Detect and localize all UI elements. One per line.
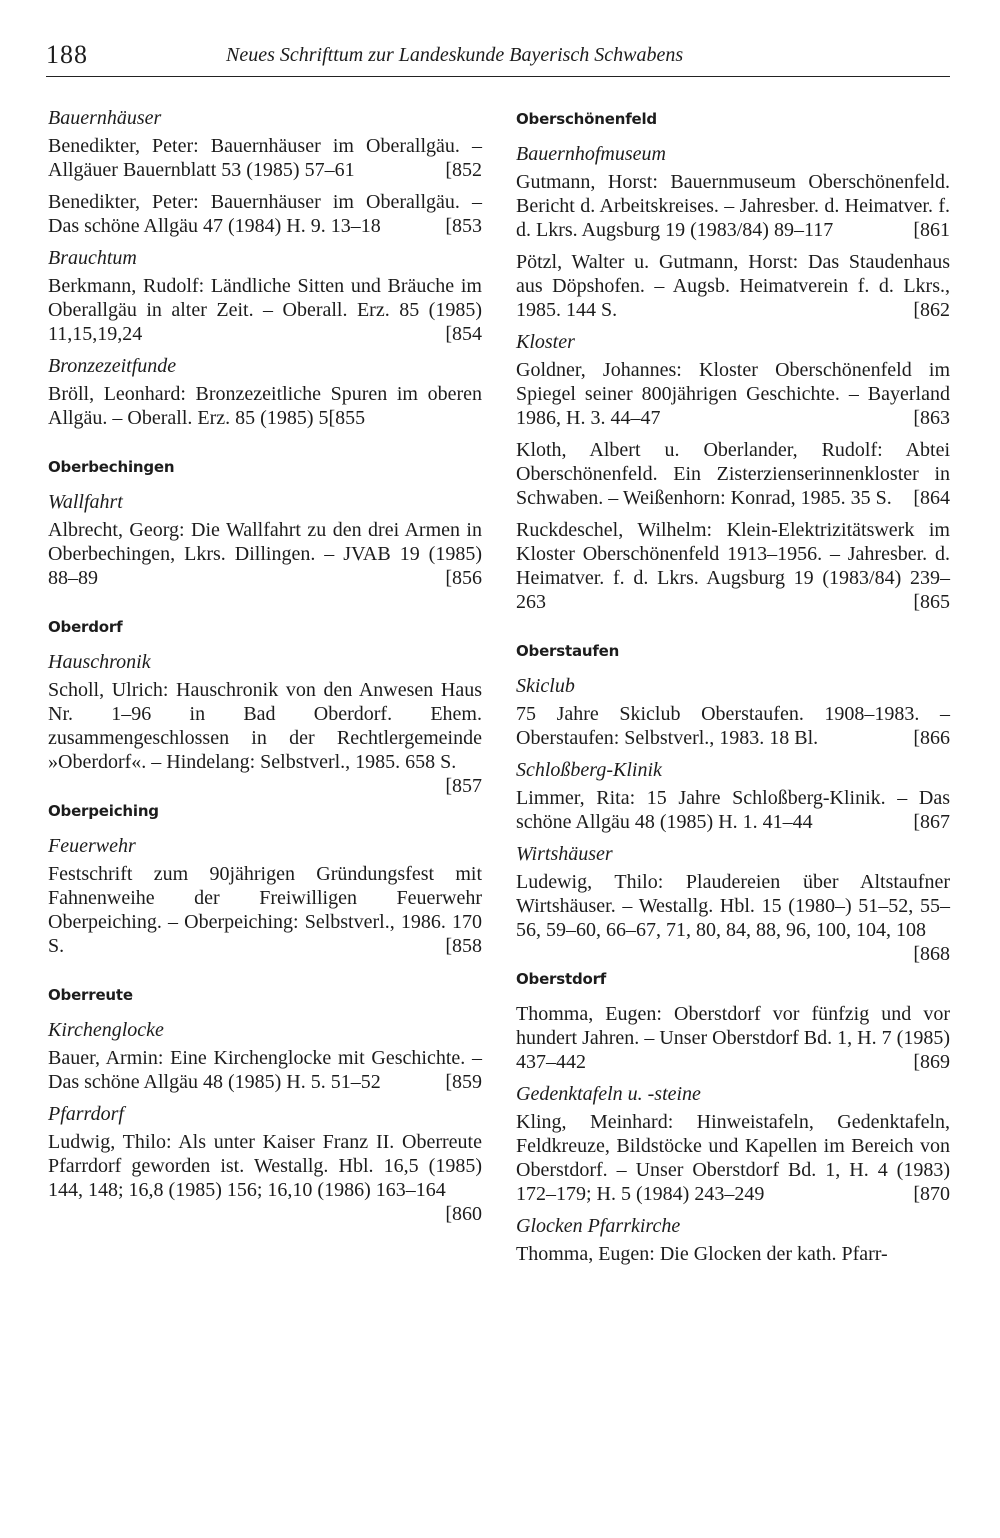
place-heading: Oberbechingen xyxy=(48,458,175,476)
bibliography-entry xyxy=(516,786,950,834)
topic-heading: Brauchtum xyxy=(48,247,137,269)
entry-number: [864 xyxy=(913,487,950,509)
entry-number: [866 xyxy=(913,727,950,749)
entry-number: [854 xyxy=(445,323,482,345)
entry-number: [862 xyxy=(913,299,950,321)
entry-number: [868 xyxy=(913,943,950,965)
topic-heading: Hauschronik xyxy=(48,651,151,673)
place-heading: Oberreute xyxy=(48,986,133,1004)
entry-number: [858 xyxy=(445,935,482,957)
bibliography-entry xyxy=(516,1002,950,1074)
topic-heading: Schloßberg-Klinik xyxy=(516,759,662,781)
topic-heading: Pfarrdorf xyxy=(48,1103,124,1125)
topic-heading: Bauernhofmuseum xyxy=(516,143,666,165)
entry-text: Thomma, Eugen: Die Glocken der kath. Pfarr- xyxy=(516,1243,888,1265)
bibliography-entry xyxy=(48,518,482,590)
bibliography-entry xyxy=(48,1046,482,1094)
bibliography-entry xyxy=(516,702,950,750)
topic-heading: Skiclub xyxy=(516,675,575,697)
entry-text: Thomma, Eugen: Oberstdorf vor fünfzig und vor hundert Jahren. – Unser Oberstdorf Bd. 1, H. 7 (1985) 437–442 xyxy=(516,1003,950,1073)
entry-text: Ludwig, Thilo: Als unter Kaiser Franz II. Oberreute Pfarrdorf geworden ist. Westallg. Hbl. 16,5 (1985) 144, 148; 16,8 (1985) 156; 16,10 (1986) 163–164 xyxy=(48,1131,482,1201)
entry-number: [861 xyxy=(913,219,950,241)
entry-text: Bröll, Leonhard: Bronzezeitliche Spuren im oberen Allgäu. – Oberall. Erz. 85 (1985) 5 xyxy=(48,383,482,429)
right-column xyxy=(516,100,950,1274)
entry-text: Berkmann, Rudolf: Ländliche Sitten und Bräuche im Oberallgäu in alter Zeit. – Oberall. Erz. 85 (1985) 11,15,19,24 xyxy=(48,275,482,345)
entry-text: Scholl, Ulrich: Hauschronik von den Anwesen Haus Nr. 1–96 in Bad Oberdorf. Ehem. zusammengeschlossen in der Rechtlergemeinde »Oberdorf«. – Hindelang: Selbstverl., 1985. 658 S. xyxy=(48,679,482,773)
entry-text: Pötzl, Walter u. Gutmann, Horst: Das Staudenhaus aus Döpshofen. – Augsb. Heimatverein f. d. Lkrs., 1985. 144 S. xyxy=(516,251,950,321)
entry-text: Kloth, Albert u. Oberlander, Rudolf: Abtei Oberschönenfeld. Ein Zisterzienserinnenkloster in Schwaben. – Weißenhorn: Konrad, 1985. 35 S. xyxy=(516,439,950,509)
bibliography-entry xyxy=(516,170,950,242)
bibliography-entry xyxy=(48,274,482,346)
place-heading: Oberstaufen xyxy=(516,642,620,660)
topic-heading: Feuerwehr xyxy=(48,835,136,857)
entry-text: Ludewig, Thilo: Plaudereien über Altstaufner Wirtshäuser. – Westallg. Hbl. 15 (1980–) 51–52, 55–56, 59–60, 66–67, 71, 80, 84, 88, 96, 100, 104, 108 xyxy=(516,871,950,941)
entry-number: [853 xyxy=(445,215,482,237)
topic-heading: Wallfahrt xyxy=(48,491,123,513)
bibliography-entry xyxy=(48,862,482,958)
entry-number: [863 xyxy=(913,407,950,429)
bibliography-entry xyxy=(516,250,950,322)
entry-number: [852 xyxy=(445,159,482,181)
entry-number: [855 xyxy=(328,407,366,429)
entry-number: [859 xyxy=(445,1071,482,1093)
bibliography-entry xyxy=(48,1130,482,1225)
entry-text: 75 Jahre Skiclub Oberstaufen. 1908–1983. – Oberstaufen: Selbstverl., 1983. 18 Bl. xyxy=(516,703,950,749)
entry-text: Bauer, Armin: Eine Kirchenglocke mit Geschichte. – Das schöne Allgäu 48 (1985) H. 5. 51–52 xyxy=(48,1047,482,1093)
topic-heading: Glocken Pfarrkirche xyxy=(516,1215,681,1237)
topic-heading: Bauernhäuser xyxy=(48,107,162,129)
page-number: 188 xyxy=(46,40,88,69)
bibliography-entry xyxy=(48,678,482,797)
place-heading: Oberpeiching xyxy=(48,802,159,820)
bibliography-entry xyxy=(48,382,482,430)
bibliography-entry xyxy=(48,190,482,238)
topic-heading: Kirchenglocke xyxy=(48,1019,164,1041)
entry-number: [870 xyxy=(913,1183,950,1205)
place-heading: Oberdorf xyxy=(48,618,123,636)
bibliography-entry xyxy=(516,438,950,510)
entry-number: [857 xyxy=(445,775,482,797)
entry-number: [865 xyxy=(913,591,950,613)
entry-text: Goldner, Johannes: Kloster Oberschönenfeld im Spiegel seiner 800jährigen Geschichte. – Bayerland 1986, H. 3. 44–47 xyxy=(516,359,950,429)
place-heading: Oberschönenfeld xyxy=(516,110,657,128)
entry-text: Benedikter, Peter: Bauernhäuser im Oberallgäu. – Das schöne Allgäu 47 (1984) H. 9. 13–18 xyxy=(48,191,482,237)
bibliography-entry xyxy=(516,1110,950,1206)
entry-text: Limmer, Rita: 15 Jahre Schloßberg-Klinik. – Das schöne Allgäu 48 (1985) H. 1. 41–44 xyxy=(516,787,950,833)
page-header xyxy=(46,36,950,77)
bibliography-entry xyxy=(516,518,950,614)
bibliography-entry xyxy=(48,134,482,182)
bibliography-entry xyxy=(516,358,950,430)
topic-heading: Bronzezeitfunde xyxy=(48,355,177,377)
entry-text: Albrecht, Georg: Die Wallfahrt zu den drei Armen in Oberbechingen, Lkrs. Dillingen. – JVAB 19 (1985) 88–89 xyxy=(48,519,482,589)
entry-text: Ruckdeschel, Wilhelm: Klein-Elektrizitätswerk im Kloster Oberschönenfeld 1913–1956. – Jahresber. d. Heimatver. f. d. Lkrs. Augsburg 19 (1983/84) 239–263 xyxy=(516,519,950,613)
entry-number: [860 xyxy=(445,1203,482,1225)
topic-heading: Kloster xyxy=(516,331,575,353)
entry-number: [856 xyxy=(445,567,482,589)
entry-text: Gutmann, Horst: Bauernmuseum Oberschönenfeld. Bericht d. Arbeitskreises. – Jahresber. d. Heimatver. f. d. Lkrs. Augsburg 19 (1983/84) 89–117 xyxy=(516,171,950,241)
entry-text: Kling, Meinhard: Hinweistafeln, Gedenktafeln, Feldkreuze, Bildstöcke und Kapellen im Bereich von Oberstdorf. – Unser Oberstdorf Bd. 1, H. 4 (1983) 172–179; H. 5 (1984) 243–249 xyxy=(516,1111,950,1205)
running-title: Neues Schrifttum zur Landeskunde Bayerisch Schwabens xyxy=(226,44,684,66)
place-heading: Oberstdorf xyxy=(516,970,607,988)
entry-number: [869 xyxy=(913,1051,950,1073)
entry-text: Benedikter, Peter: Bauernhäuser im Oberallgäu. – Allgäuer Bauernblatt 53 (1985) 57–61 xyxy=(48,135,482,181)
bibliography-entry xyxy=(516,870,950,965)
entry-number: [867 xyxy=(913,811,950,833)
topic-heading: Wirtshäuser xyxy=(516,843,613,865)
bibliography-entry xyxy=(516,1242,950,1266)
left-column xyxy=(48,100,482,1226)
entry-text: Festschrift zum 90jährigen Gründungsfest mit Fahnenweihe der Freiwilligen Feuerwehr Oberpeiching. – Oberpeiching: Selbstverl., 1986. 170 S. xyxy=(48,863,482,957)
topic-heading: Gedenktafeln u. -steine xyxy=(516,1083,701,1105)
